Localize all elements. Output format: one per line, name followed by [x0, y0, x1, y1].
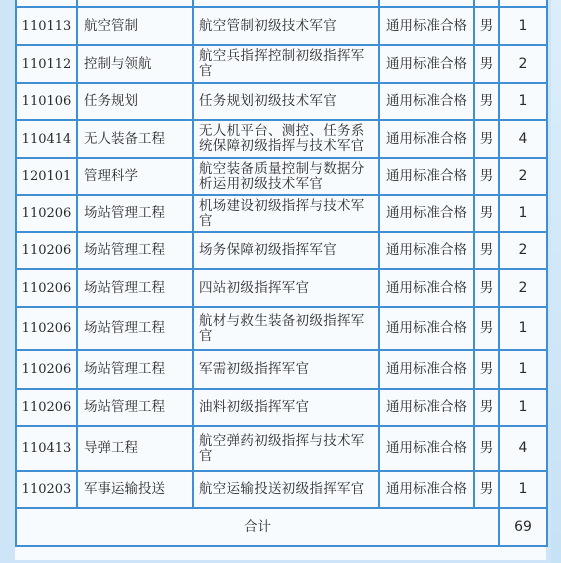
- cell-major: 场站管理工程: [77, 232, 193, 269]
- cell-standard: 通用标准合格: [379, 195, 474, 232]
- total-count: 69: [499, 508, 547, 546]
- cell-major: 控制与领航: [77, 45, 193, 83]
- cell-count: 2: [499, 232, 547, 269]
- cell-post: 四站初级指挥军官: [193, 269, 379, 307]
- cell-sex: 男: [474, 158, 499, 195]
- table-row: [16, 307, 547, 350]
- cell-sex: 男: [474, 7, 499, 45]
- cell-count: 1: [499, 350, 547, 389]
- table-row: [16, 158, 547, 195]
- cell-major: 导弹工程: [77, 426, 193, 471]
- cell-count: 1: [499, 195, 547, 232]
- cell-standard: 通用标准合格: [379, 83, 474, 120]
- table-body: [16, 0, 547, 546]
- cell-major: 场站管理工程: [77, 350, 193, 389]
- cell-standard: 通用标准合格: [379, 120, 474, 158]
- cell-major: 任务规划: [77, 83, 193, 120]
- cell-standard: 通用标准合格: [379, 426, 474, 471]
- cell-post: 航空兵指挥控制初级指挥军官: [193, 45, 379, 83]
- cell-code: 120101: [16, 158, 77, 195]
- cell-sex: 男: [474, 389, 499, 426]
- cell-code: 110106: [16, 83, 77, 120]
- table-row: [16, 350, 547, 389]
- table-row: [16, 269, 547, 307]
- cell-post: 任务规划初级技术军官: [193, 83, 379, 120]
- cell-standard: 通用标准合格: [379, 269, 474, 307]
- cell-major: 场站管理工程: [77, 195, 193, 232]
- cell-count: 1: [499, 471, 547, 508]
- right-margin: [551, 0, 561, 563]
- cell-post: 军需初级指挥军官: [193, 350, 379, 389]
- cell-code: 110206: [16, 232, 77, 269]
- cell-count: 1: [499, 7, 547, 45]
- cell-count: 2: [499, 158, 547, 195]
- cell-sex: 男: [474, 471, 499, 508]
- cell-sex: 男: [474, 269, 499, 307]
- cell-post: 航空管制初级技术军官: [193, 7, 379, 45]
- table-row: [16, 389, 547, 426]
- cell-standard: 通用标准合格: [379, 232, 474, 269]
- cell-standard: 通用标准合格: [379, 158, 474, 195]
- cell-count: 1: [499, 307, 547, 350]
- table-row: [16, 120, 547, 158]
- total-label: 合计: [16, 508, 499, 546]
- total-row: [16, 508, 547, 546]
- table-top-stub: [16, 0, 547, 7]
- cell-code: 110206: [16, 195, 77, 232]
- table-row: [16, 83, 547, 120]
- cell-post: 场务保障初级指挥军官: [193, 232, 379, 269]
- cell-code: 110206: [16, 307, 77, 350]
- cell-major: 无人装备工程: [77, 120, 193, 158]
- table-row: [16, 471, 547, 508]
- cell-count: 4: [499, 426, 547, 471]
- cell-sex: 男: [474, 120, 499, 158]
- cell-sex: 男: [474, 350, 499, 389]
- cell-code: 110206: [16, 269, 77, 307]
- cell-count: 4: [499, 120, 547, 158]
- cell-post: 油料初级指挥军官: [193, 389, 379, 426]
- cell-code: 110206: [16, 350, 77, 389]
- cell-sex: 男: [474, 307, 499, 350]
- cell-major: 场站管理工程: [77, 307, 193, 350]
- cell-post: 航空运输投送初级指挥军官: [193, 471, 379, 508]
- table-row: [16, 7, 547, 45]
- table-row: [16, 232, 547, 269]
- cell-standard: 通用标准合格: [379, 307, 474, 350]
- cell-major: 场站管理工程: [77, 389, 193, 426]
- cell-count: 1: [499, 83, 547, 120]
- cell-major: 军事运输投送: [77, 471, 193, 508]
- cell-count: 2: [499, 45, 547, 83]
- cell-code: 110413: [16, 426, 77, 471]
- cell-standard: 通用标准合格: [379, 45, 474, 83]
- cell-post: 无人机平台、测控、任务系统保障初级指挥与技术军官: [193, 120, 379, 158]
- cell-major: 管理科学: [77, 158, 193, 195]
- cell-major: 航空管制: [77, 7, 193, 45]
- cell-code: 110113: [16, 7, 77, 45]
- table-row: [16, 45, 547, 83]
- cell-sex: 男: [474, 232, 499, 269]
- cell-sex: 男: [474, 195, 499, 232]
- cell-standard: 通用标准合格: [379, 471, 474, 508]
- cell-code: 110206: [16, 389, 77, 426]
- cell-code: 110414: [16, 120, 77, 158]
- cell-post: 机场建设初级指挥与技术军官: [193, 195, 379, 232]
- cell-standard: 通用标准合格: [379, 389, 474, 426]
- cell-sex: 男: [474, 83, 499, 120]
- cell-standard: 通用标准合格: [379, 350, 474, 389]
- cell-count: 1: [499, 389, 547, 426]
- cell-post: 航材与救生装备初级指挥军官: [193, 307, 379, 350]
- cell-post: 航空弹药初级指挥与技术军官: [193, 426, 379, 471]
- cell-major: 场站管理工程: [77, 269, 193, 307]
- cell-sex: 男: [474, 426, 499, 471]
- cell-standard: 通用标准合格: [379, 7, 474, 45]
- table-row: [16, 195, 547, 232]
- cell-sex: 男: [474, 45, 499, 83]
- cell-post: 航空装备质量控制与数据分析运用初级技术军官: [193, 158, 379, 195]
- cell-code: 110112: [16, 45, 77, 83]
- cell-code: 110203: [16, 471, 77, 508]
- recruitment-table: [15, 0, 548, 547]
- table-row: [16, 426, 547, 471]
- cell-count: 2: [499, 269, 547, 307]
